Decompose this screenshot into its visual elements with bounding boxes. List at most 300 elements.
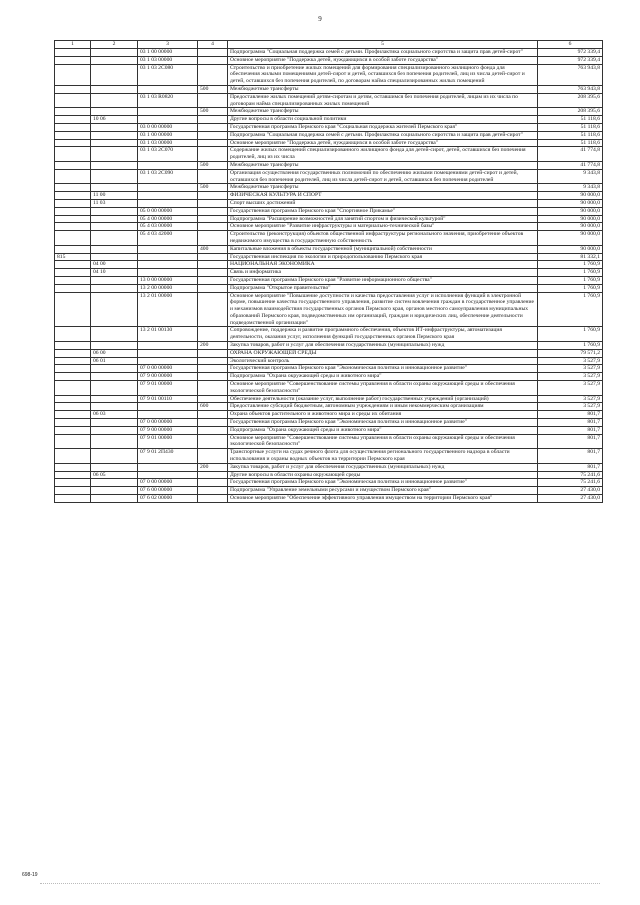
cell-section-code: [91, 245, 138, 253]
cell-description: ОХРАНА ОКРУЖАЮЩЕЙ СРЕДЫ: [228, 349, 538, 357]
cell-admin-code: [55, 381, 91, 396]
cell-description: Государственная программа Пермского края "Социальная поддержка жителей Пермского края": [228, 123, 538, 131]
cell-section-code: [91, 64, 138, 85]
cell-expense-type: [198, 231, 228, 246]
cell-description: Содержание жилых помещений специализированного жилищного фонда для детей-сирот, детей, оставшихся без попечения родителей, лиц из их числа: [228, 147, 538, 162]
cell-section-code: [91, 419, 138, 427]
cell-description: Организация осуществления государственных полномочий по обеспечению жилыми помещениями детей-сирот и детей, оставшихся без попечения родителей, лиц из числа детей-сирот и детей, оставшихся без попечения родителей: [228, 169, 538, 184]
cell-description: Транспортные услуги на судах речного флота для осуществления регионального государственного надзора в области использования и охраны водных объектов на территории Пермского края: [228, 449, 538, 464]
table-row: [55, 161, 603, 169]
cell-description: НАЦИОНАЛЬНАЯ ЭКОНОМИКА: [228, 261, 538, 269]
cell-admin-code: [55, 231, 91, 246]
cell-description: Подпрограмма "Расширение возможностей для занятий спортом и физической культурой": [228, 215, 538, 223]
table-row: [55, 373, 603, 381]
cell-amount: 801,7: [538, 463, 603, 471]
cell-admin-code: [55, 261, 91, 269]
cell-amount: 51 118,6: [538, 123, 603, 131]
cell-admin-code: [55, 131, 91, 139]
cell-expense-type: [198, 365, 228, 373]
cell-amount: 51 118,6: [538, 116, 603, 124]
cell-admin-code: [55, 108, 91, 116]
table-row: [55, 116, 603, 124]
cell-target-code: [138, 184, 198, 192]
cell-section-code: [91, 223, 138, 231]
cell-section-code: [91, 147, 138, 162]
cell-admin-code: [55, 49, 91, 57]
cell-target-code: [138, 411, 198, 419]
table-row: [55, 342, 603, 350]
cell-target-code: 03 0 00 00000: [138, 123, 198, 131]
cell-amount: 801,7: [538, 449, 603, 464]
cell-expense-type: [198, 419, 228, 427]
cell-description: Основное мероприятие "Повышение доступности и качества предоставления услуг и исполнения функций в электронной форме, повышение качества государственного управления, развитие систем вовлечения граждан в государственное управление и механизмов взаимодействия государственных органов Пермского края, органов местного самоуправления муниципальных образований Пермского края, подведомственных им организаций, граждан и юридических лиц, обеспечение деятельности подведомственной организации": [228, 292, 538, 327]
cell-section-code: [91, 231, 138, 246]
cell-section-code: [91, 342, 138, 350]
table-row: [55, 349, 603, 357]
cell-amount: 3 527,9: [538, 403, 603, 411]
cell-section-code: [91, 327, 138, 342]
cell-target-code: 03 1 03 00000: [138, 56, 198, 64]
cell-target-code: 03 1 03 00000: [138, 139, 198, 147]
cell-section-code: 06 05: [91, 471, 138, 479]
cell-target-code: 07 9 01 00000: [138, 381, 198, 396]
column-header-1: 1: [55, 41, 91, 49]
cell-description: Другие вопросы в области социальной политики: [228, 116, 538, 124]
cell-target-code: [138, 342, 198, 350]
cell-description: ФИЗИЧЕСКАЯ КУЛЬТУРА И СПОРТ: [228, 192, 538, 200]
cell-expense-type: [198, 357, 228, 365]
cell-section-code: [91, 184, 138, 192]
cell-section-code: [91, 284, 138, 292]
cell-admin-code: [55, 93, 91, 108]
cell-section-code: [91, 85, 138, 93]
cell-amount: 801,7: [538, 434, 603, 449]
cell-target-code: 05 4 03 00000: [138, 223, 198, 231]
cell-expense-type: [198, 192, 228, 200]
cell-description: Экологический контроль: [228, 357, 538, 365]
cell-expense-type: [198, 253, 228, 261]
cell-amount: 9 343,8: [538, 184, 603, 192]
cell-section-code: [91, 108, 138, 116]
cell-admin-code: [55, 292, 91, 327]
cell-description: Подпрограмма "Охрана окружающей среды и животного мира": [228, 426, 538, 434]
cell-section-code: 04 00: [91, 261, 138, 269]
cell-section-code: [91, 207, 138, 215]
cell-section-code: [91, 434, 138, 449]
cell-section-code: 06 00: [91, 349, 138, 357]
cell-target-code: 03 1 03 2С090: [138, 169, 198, 184]
cell-expense-type: 600: [198, 403, 228, 411]
cell-target-code: 07 9 00 00000: [138, 373, 198, 381]
cell-admin-code: [55, 471, 91, 479]
cell-amount: 41 774,8: [538, 147, 603, 162]
cell-description: Сопровождение, поддержка и развитие программного обеспечения, объектов ИТ-инфраструктуры, автоматизация деятельности, оказания услуг, исполнения функций государственных органов Пермского края: [228, 327, 538, 342]
table-row: [55, 215, 603, 223]
table-row: [55, 184, 603, 192]
table-row: [55, 64, 603, 85]
cell-target-code: [138, 403, 198, 411]
cell-target-code: [138, 349, 198, 357]
cell-admin-code: [55, 147, 91, 162]
cell-description: Закупка товаров, работ и услуг для обеспечения государственных (муниципальных) нужд: [228, 463, 538, 471]
cell-target-code: 07 9 01 00110: [138, 395, 198, 403]
cell-amount: 3 527,9: [538, 365, 603, 373]
column-header-5: 5: [228, 41, 538, 49]
cell-amount: 90 000,0: [538, 215, 603, 223]
cell-description: Основное мероприятие "Развитие инфраструктуры и материально-технической базы": [228, 223, 538, 231]
table-row: [55, 192, 603, 200]
cell-admin-code: [55, 426, 91, 434]
cell-section-code: [91, 449, 138, 464]
cell-section-code: [91, 131, 138, 139]
cell-amount: 1 760,9: [538, 292, 603, 327]
cell-amount: 3 527,9: [538, 357, 603, 365]
cell-section-code: [91, 403, 138, 411]
cell-expense-type: [198, 479, 228, 487]
cell-target-code: [138, 253, 198, 261]
cell-target-code: 13 2 01 00130: [138, 327, 198, 342]
cell-amount: 90 000,0: [538, 231, 603, 246]
cell-description: Строительство и приобретение жилых помещений для формирования специализированного жилищного фонда для обеспечения жилыми помещениями детей-сирот и детей, оставшихся без попечения родителей, лиц из числа детей-сирот и детей, оставшихся без попечения родителей, по договорам найма специализированных жилых помещений: [228, 64, 538, 85]
table-row: [55, 365, 603, 373]
cell-amount: 90 000,0: [538, 245, 603, 253]
cell-description: Подпрограмма "Социальная поддержка семей с детьми. Профилактика социального сиротства и защита прав детей-сирот": [228, 49, 538, 57]
cell-expense-type: [198, 64, 228, 85]
cell-amount: 801,7: [538, 419, 603, 427]
table-row: [55, 357, 603, 365]
cell-admin-code: [55, 403, 91, 411]
cell-amount: 972 339,4: [538, 49, 603, 57]
cell-amount: 90 000,0: [538, 207, 603, 215]
bottom-divider: [40, 883, 600, 884]
table-body: [55, 49, 603, 503]
cell-description: Основное мероприятие "Совершенствование системы управления в области охраны окружающей среды и обеспечения экологической безопасности": [228, 381, 538, 396]
cell-expense-type: [198, 116, 228, 124]
table-row: [55, 261, 603, 269]
cell-target-code: [138, 245, 198, 253]
table-row: [55, 292, 603, 327]
table-row: [55, 139, 603, 147]
cell-expense-type: [198, 495, 228, 503]
cell-expense-type: [198, 284, 228, 292]
cell-description: Государственная программа Пермского края "Экономическая политика и инновационное развитие": [228, 479, 538, 487]
table-row: [55, 131, 603, 139]
cell-admin-code: [55, 349, 91, 357]
cell-amount: 27 430,0: [538, 487, 603, 495]
column-header-3: 3: [138, 41, 198, 49]
cell-target-code: 03 1 03 2С080: [138, 64, 198, 85]
cell-admin-code: [55, 373, 91, 381]
cell-target-code: 07 9 00 00000: [138, 426, 198, 434]
cell-description: Межбюджетные трансферты: [228, 161, 538, 169]
cell-amount: 3 527,9: [538, 381, 603, 396]
cell-description: Подпрограмма "Открытое правительство": [228, 284, 538, 292]
cell-description: Строительство (реконструкция) объектов общественной инфраструктуры регионального значения, приобретение объектов недвижимого имущества в государственную собственность: [228, 231, 538, 246]
cell-admin-code: 815: [55, 253, 91, 261]
cell-section-code: [91, 292, 138, 327]
cell-expense-type: [198, 207, 228, 215]
cell-section-code: [91, 161, 138, 169]
cell-amount: 51 118,6: [538, 139, 603, 147]
cell-expense-type: [198, 373, 228, 381]
cell-section-code: [91, 487, 138, 495]
cell-description: Охрана объектов растительного и животного мира и среды их обитания: [228, 411, 538, 419]
table-row: [55, 123, 603, 131]
cell-amount: 27 430,0: [538, 495, 603, 503]
column-header-6: 6: [538, 41, 603, 49]
cell-description: Спорт высших достижений: [228, 199, 538, 207]
cell-description: Капитальные вложения в объекты государственной (муниципальной) собственности: [228, 245, 538, 253]
table-header-row: [55, 41, 603, 49]
cell-section-code: [91, 169, 138, 184]
cell-target-code: 13 2 00 00000: [138, 284, 198, 292]
cell-amount: 208 395,6: [538, 93, 603, 108]
cell-target-code: 05 4 00 00000: [138, 215, 198, 223]
cell-admin-code: [55, 284, 91, 292]
cell-section-code: 06 01: [91, 357, 138, 365]
cell-amount: 972 339,4: [538, 56, 603, 64]
cell-target-code: 03 1 00 00000: [138, 49, 198, 57]
cell-expense-type: [198, 269, 228, 277]
cell-amount: 1 760,9: [538, 327, 603, 342]
cell-section-code: 10 06: [91, 116, 138, 124]
table-row: [55, 463, 603, 471]
table-row: [55, 169, 603, 184]
cell-description: Основное мероприятие "Поддержка детей, нуждающихся в особой заботе государства": [228, 139, 538, 147]
cell-target-code: [138, 199, 198, 207]
cell-section-code: [91, 139, 138, 147]
cell-expense-type: 200: [198, 463, 228, 471]
table-row: [55, 231, 603, 246]
cell-admin-code: [55, 245, 91, 253]
cell-description: Подпрограмма "Социальная поддержка семей с детьми. Профилактика социального сиротства и защита прав детей-сирот": [228, 131, 538, 139]
table-row: [55, 85, 603, 93]
cell-section-code: 11 03: [91, 199, 138, 207]
cell-target-code: [138, 357, 198, 365]
cell-expense-type: [198, 147, 228, 162]
cell-admin-code: [55, 85, 91, 93]
table-row: [55, 49, 603, 57]
cell-expense-type: [198, 93, 228, 108]
cell-admin-code: [55, 215, 91, 223]
cell-description: Подпрограмма "Охрана окружающей среды и животного мира": [228, 373, 538, 381]
cell-amount: 801,7: [538, 426, 603, 434]
cell-amount: 763 943,8: [538, 64, 603, 85]
cell-description: Предоставление жилых помещений детям-сиротам и детям, оставшимся без попечения родителей, лицам из их числа по договорам найма специализированных жилых помещений: [228, 93, 538, 108]
table-row: [55, 93, 603, 108]
cell-description: Основное мероприятие "Обеспечение эффективного управления имуществом на территории Пермского края": [228, 495, 538, 503]
cell-target-code: 03 1 00 00000: [138, 131, 198, 139]
cell-admin-code: [55, 192, 91, 200]
table-row: [55, 449, 603, 464]
cell-admin-code: [55, 199, 91, 207]
cell-expense-type: [198, 139, 228, 147]
table-row: [55, 147, 603, 162]
cell-expense-type: [198, 169, 228, 184]
cell-section-code: [91, 93, 138, 108]
cell-section-code: 04 10: [91, 269, 138, 277]
cell-section-code: [91, 395, 138, 403]
table-row: [55, 199, 603, 207]
table-row: [55, 419, 603, 427]
cell-expense-type: [198, 381, 228, 396]
cell-amount: 90 000,0: [538, 199, 603, 207]
table-row: [55, 207, 603, 215]
cell-admin-code: [55, 479, 91, 487]
cell-description: Межбюджетные трансферты: [228, 184, 538, 192]
cell-target-code: 07 0 00 00000: [138, 479, 198, 487]
table-row: [55, 108, 603, 116]
cell-description: Обеспечение деятельности (оказание услуг, выполнение работ) государственных учреждений (организаций): [228, 395, 538, 403]
table-row: [55, 245, 603, 253]
cell-amount: 75 241,6: [538, 479, 603, 487]
cell-target-code: 07 0 00 00000: [138, 365, 198, 373]
cell-admin-code: [55, 123, 91, 131]
cell-target-code: [138, 116, 198, 124]
cell-amount: 3 527,9: [538, 395, 603, 403]
cell-section-code: [91, 49, 138, 57]
cell-amount: 3 527,9: [538, 373, 603, 381]
cell-admin-code: [55, 64, 91, 85]
cell-admin-code: [55, 342, 91, 350]
cell-expense-type: [198, 199, 228, 207]
cell-description: Основное мероприятие "Поддержка детей, нуждающихся в особой заботе государства": [228, 56, 538, 64]
table-row: [55, 395, 603, 403]
cell-target-code: 07 6 00 00000: [138, 487, 198, 495]
cell-admin-code: [55, 276, 91, 284]
table-row: [55, 471, 603, 479]
cell-amount: 75 241,6: [538, 471, 603, 479]
cell-expense-type: [198, 292, 228, 327]
cell-target-code: 07 9 01 2П430: [138, 449, 198, 464]
cell-section-code: [91, 215, 138, 223]
cell-expense-type: [198, 123, 228, 131]
cell-expense-type: [198, 449, 228, 464]
cell-admin-code: [55, 411, 91, 419]
cell-admin-code: [55, 395, 91, 403]
cell-expense-type: [198, 395, 228, 403]
cell-target-code: 03 1 03 R0820: [138, 93, 198, 108]
cell-section-code: [91, 253, 138, 261]
table-row: [55, 327, 603, 342]
cell-expense-type: [198, 411, 228, 419]
cell-amount: 9 343,8: [538, 169, 603, 184]
cell-description: Связь и информатика: [228, 269, 538, 277]
cell-description: Межбюджетные трансферты: [228, 108, 538, 116]
cell-section-code: [91, 123, 138, 131]
cell-expense-type: [198, 49, 228, 57]
cell-target-code: 05 0 00 00000: [138, 207, 198, 215]
cell-target-code: [138, 108, 198, 116]
cell-description: Межбюджетные трансферты: [228, 85, 538, 93]
cell-expense-type: [198, 487, 228, 495]
cell-expense-type: [198, 56, 228, 64]
cell-amount: 1 760,9: [538, 342, 603, 350]
cell-admin-code: [55, 269, 91, 277]
table-row: [55, 426, 603, 434]
cell-admin-code: [55, 139, 91, 147]
cell-section-code: [91, 56, 138, 64]
budget-table: [54, 40, 603, 503]
cell-amount: 51 118,6: [538, 131, 603, 139]
cell-target-code: [138, 269, 198, 277]
cell-expense-type: [198, 327, 228, 342]
cell-expense-type: 500: [198, 161, 228, 169]
cell-admin-code: [55, 207, 91, 215]
cell-section-code: [91, 276, 138, 284]
cell-expense-type: [198, 261, 228, 269]
cell-description: Основное мероприятие "Совершенствование системы управления в области охраны окружающей среды и обеспечения экологической безопасности": [228, 434, 538, 449]
cell-amount: 208 395,6: [538, 108, 603, 116]
table-row: [55, 434, 603, 449]
cell-amount: 1 760,9: [538, 261, 603, 269]
cell-section-code: [91, 426, 138, 434]
cell-amount: 79 571,2: [538, 349, 603, 357]
cell-expense-type: 500: [198, 184, 228, 192]
cell-expense-type: 200: [198, 342, 228, 350]
cell-section-code: [91, 373, 138, 381]
cell-section-code: 11 00: [91, 192, 138, 200]
cell-amount: 1 760,9: [538, 269, 603, 277]
cell-admin-code: [55, 495, 91, 503]
cell-amount: 41 774,8: [538, 161, 603, 169]
table-row: [55, 479, 603, 487]
table-row: [55, 487, 603, 495]
cell-target-code: 13 0 00 00000: [138, 276, 198, 284]
cell-expense-type: [198, 223, 228, 231]
cell-admin-code: [55, 419, 91, 427]
cell-target-code: 13 2 01 00000: [138, 292, 198, 327]
table-row: [55, 276, 603, 284]
cell-target-code: [138, 261, 198, 269]
cell-description: Государственная программа Пермского края "Спортивное Прикамье": [228, 207, 538, 215]
cell-section-code: [91, 365, 138, 373]
table-row: [55, 411, 603, 419]
cell-amount: 763 943,8: [538, 85, 603, 93]
cell-admin-code: [55, 169, 91, 184]
cell-expense-type: [198, 471, 228, 479]
cell-target-code: 07 0 00 00000: [138, 419, 198, 427]
cell-section-code: [91, 495, 138, 503]
cell-admin-code: [55, 56, 91, 64]
column-header-2: 2: [91, 41, 138, 49]
column-header-4: 4: [198, 41, 228, 49]
cell-target-code: [138, 471, 198, 479]
cell-admin-code: [55, 463, 91, 471]
table-row: [55, 223, 603, 231]
table-row: [55, 56, 603, 64]
cell-description: Государственная инспекция по экологии и природопользованию Пермского края: [228, 253, 538, 261]
table-row: [55, 381, 603, 396]
cell-expense-type: 400: [198, 245, 228, 253]
cell-section-code: 06 03: [91, 411, 138, 419]
cell-description: Государственная программа Пермского края "Развитие информационного общества": [228, 276, 538, 284]
cell-section-code: [91, 463, 138, 471]
cell-target-code: [138, 192, 198, 200]
cell-target-code: 07 6 02 00000: [138, 495, 198, 503]
cell-expense-type: [198, 131, 228, 139]
cell-target-code: [138, 161, 198, 169]
cell-amount: 90 000,0: [538, 223, 603, 231]
table-row: [55, 284, 603, 292]
cell-expense-type: [198, 349, 228, 357]
cell-section-code: [91, 381, 138, 396]
cell-admin-code: [55, 223, 91, 231]
cell-admin-code: [55, 357, 91, 365]
cell-target-code: 07 9 01 00000: [138, 434, 198, 449]
cell-amount: 1 760,9: [538, 276, 603, 284]
cell-target-code: [138, 463, 198, 471]
